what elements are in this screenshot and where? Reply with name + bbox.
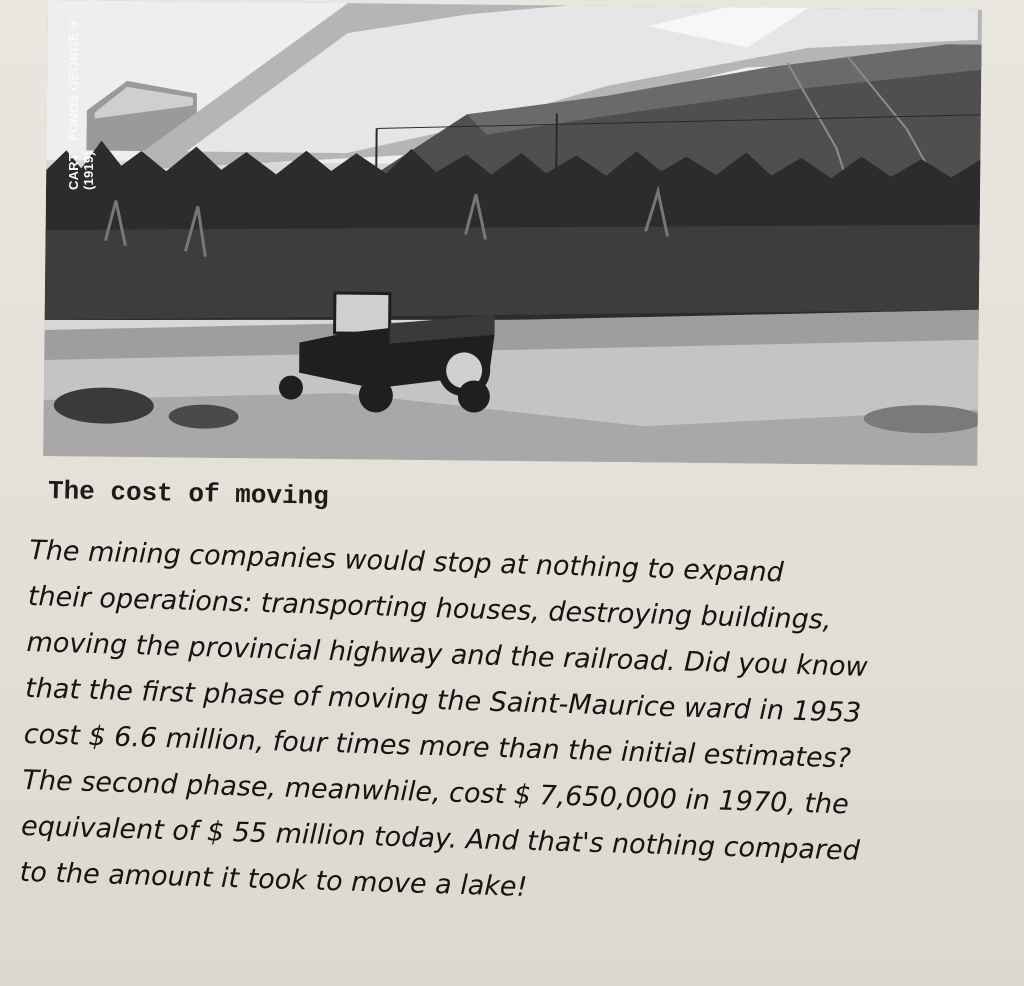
body-line: equivalent of $ 55 million today. And that's nothing compared bbox=[20, 810, 861, 867]
body-line: The mining companies would stop at nothing to expand bbox=[28, 534, 785, 589]
photo-credit: CART - FONDS GEORGE V (1919) bbox=[66, 19, 96, 190]
body-line: cost $ 6.6 million, four times more than the initial estimates? bbox=[23, 718, 852, 775]
body-line: to the amount it took to move a lake! bbox=[19, 856, 528, 903]
panel-heading: The cost of moving bbox=[47, 476, 330, 512]
body-line: moving the provincial highway and the railroad. Did you know bbox=[26, 626, 869, 683]
panel-body-text bbox=[19, 528, 1014, 925]
historic-photo bbox=[43, 0, 982, 466]
body-line: The second phase, meanwhile, cost $ 7,650,000 in 1970, the bbox=[22, 764, 850, 821]
body-line: their operations: transporting houses, destroying buildings, bbox=[27, 580, 832, 636]
historic-photo-image bbox=[43, 0, 982, 466]
body-line: that the first phase of moving the Saint-Maurice ward in 1953 bbox=[24, 672, 862, 729]
